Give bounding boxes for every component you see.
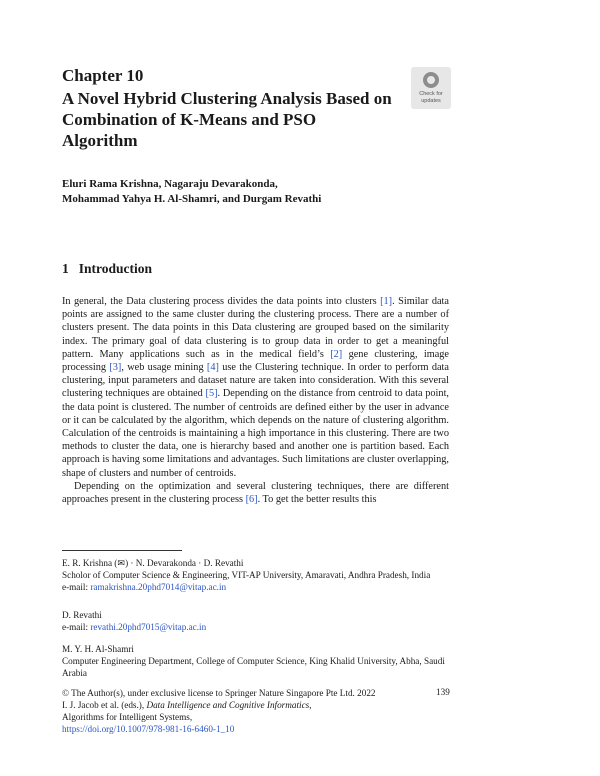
authors-line-1: Eluri Rama Krishna, Nagaraju Devarakonda, xyxy=(62,178,278,190)
badge-line-1: Check for xyxy=(419,91,443,97)
punctuation: , xyxy=(309,700,312,710)
email-link[interactable]: revathi.20phd7015@vitap.ac.in xyxy=(90,622,207,632)
citation-link[interactable]: [3] xyxy=(109,362,122,374)
paragraph-text: , web usage mining xyxy=(121,362,207,374)
school-affiliation: Scholor of Computer Science & Engineering, VIT-AP University, Amaravati, Andhra Pradesh, India xyxy=(62,570,431,580)
email-link[interactable]: ramakrishna.20phd7014@vitap.ac.in xyxy=(90,582,227,592)
affiliation-revathi xyxy=(62,609,452,633)
section-number: 1 xyxy=(62,261,69,276)
email-line xyxy=(62,581,452,593)
department-affiliation: Computer Engineering Department, College of Computer Science, King Khalid University, Abha, Saudi Arabia xyxy=(62,656,445,678)
check-for-updates-icon xyxy=(423,72,439,88)
paragraph-text: use the Clustering technique. In order to perform data clustering, input parameters and dataset nature are taken into consideration. With this several clustering techniques are obtained xyxy=(62,362,449,400)
paragraph-2 xyxy=(62,480,449,506)
chapter-label: Chapter 10 xyxy=(62,66,144,85)
check-for-updates-badge[interactable] xyxy=(411,67,451,109)
author-names: E. R. Krishna (✉) · N. Devarakonda · D. Revathi xyxy=(62,558,244,568)
authors-line-2: Mohammad Yahya H. Al-Shamri, and Durgam Revathi xyxy=(62,193,322,205)
page-number: 139 xyxy=(436,687,450,697)
citation-link[interactable]: [2] xyxy=(330,348,343,360)
badge-line-2: updates xyxy=(421,98,441,104)
paragraph-text: . Similar data points are assigned to the same cluster during the clustering process. There are a number of clusters present. The data points in this Data clustering are grouped based on the similarity index. The primary goal of data clustering is to group data in order to get a meaningful pattern. Many applications such as in the medical field’s xyxy=(62,296,449,360)
author-name: M. Y. H. Al-Shamri xyxy=(62,644,134,654)
email-label: e-mail: xyxy=(62,582,89,592)
body-text xyxy=(62,295,449,506)
author-list xyxy=(62,177,402,207)
citation-link[interactable]: [6] xyxy=(245,494,258,506)
email-line xyxy=(62,621,452,633)
section-title: Introduction xyxy=(78,261,153,276)
paragraph-text: . Depending on the distance from centroid to data point, the data point is clustered. The number of centroids are defined either by the user in advance or it can be calculated by the algorithm, which depends on the nature of clustering algorithm. Calculation of the centroids is maintaining a high importance in this clustering. There are two methods to cluster the data, one is hierarchy based and another one is partition based. Each approach is having some limitations and advantages. Such limitations are cluster overlapping, shape of clusters and number of centroids. xyxy=(62,388,449,479)
paragraph-text: gene clustering, image processing xyxy=(62,348,449,374)
chapter-title: A Novel Hybrid Clustering Analysis Based on Combination of K-Means and PSO Algorithm xyxy=(62,89,392,150)
paragraph-1 xyxy=(62,295,449,480)
book-title: Data Intelligence and Cognitive Informatics xyxy=(146,700,310,710)
email-label: e-mail: xyxy=(62,622,89,632)
author-name: D. Revathi xyxy=(62,610,102,620)
editors-line xyxy=(62,699,452,711)
citation-link[interactable]: [4] xyxy=(206,362,219,374)
footnote-divider xyxy=(62,550,182,551)
affiliation-krishna xyxy=(62,557,452,593)
series-line: Algorithms for Intelligent Systems, xyxy=(62,712,193,722)
editors-text: I. J. Jacob et al. (eds.), xyxy=(62,700,147,710)
citation-link[interactable]: [1] xyxy=(380,296,393,307)
paragraph-text: In general, the Data clustering process divides the data points into clusters xyxy=(62,296,381,307)
paragraph-text: Depending on the optimization and several clustering techniques, there are different approaches present in the clustering process xyxy=(62,480,449,506)
doi-link[interactable]: https://doi.org/10.1007/978-981-16-6460-1_10 xyxy=(62,724,235,734)
section-heading xyxy=(62,261,152,277)
check-for-updates-label xyxy=(411,91,451,105)
citation-link[interactable]: [5] xyxy=(205,388,218,400)
affiliation-alshamri xyxy=(62,643,452,679)
copyright-line: © The Author(s), under exclusive license to Springer Nature Singapore Pte Ltd. 2022 xyxy=(62,688,376,698)
copyright-block xyxy=(62,687,452,735)
paragraph-text: . To get the better results this xyxy=(257,494,377,506)
